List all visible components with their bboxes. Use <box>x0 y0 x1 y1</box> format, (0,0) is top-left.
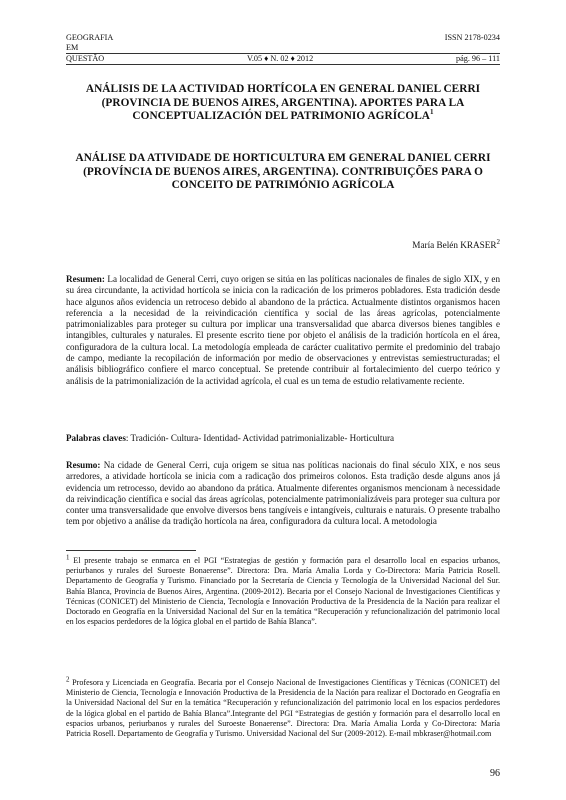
footnote-1-text: El presente trabajo se enmarca en el PGI “Estrategias de gestión y formación para el desarrollo local en espacios urbanos, periurbanos y rurales del Suroeste Bonaerense”. Directora: Dra. María Amalia Lorda y Co-Directora: María Patricia Rosell. Departamento de Geografía y Turismo. Financiado por la Secretaría de Ciencia y Tecnología de la Universidad Nacional del Sur. Bahía Blanca, Provincia de Buenos Aires, Argentina. (2009-2012). Becaria por el Consejo Nacional de Investigaciones Científicas y Técnicas (CONICET) del Ministerio de Ciencia, Tecnología e Innovación Productiva de la Presidencia de la Nación para realizar el Doctorado en Geografía en la Universidad Nacional del Sur en la temática “Recuperación y refuncionalización del patrimonio local en los espacios perdedores de la lógica global en el partido de Bahía Blanca”. <box>66 556 500 627</box>
journal-name-part3: QUESTÃO <box>66 54 105 63</box>
keywords <box>66 433 500 444</box>
abstract-portuguese-label: Resumo: <box>66 460 101 470</box>
footnote-2 <box>66 675 500 739</box>
title-spanish <box>66 83 500 124</box>
issn: ISSN 2178-0234 <box>444 33 500 42</box>
author <box>412 237 500 250</box>
journal-name-part2: EM <box>66 43 79 52</box>
keywords-text: : Tradición- Cultura- Identidad- Actividad patrimonializable- Horticultura <box>125 433 395 443</box>
footnote-1 <box>66 553 500 627</box>
abstract-spanish <box>66 274 500 387</box>
journal-name-part1: GEOGRAFIA <box>66 33 114 42</box>
footnote-2-text: Profesora y Licenciada en Geografía. Becaria por el Consejo Nacional de Investigaciones Científicas y Técnicas (CONICET) del Ministerio de Ciencia, Tecnología e Innovación Productiva de la Presidencia de la Nación para realizar el Doctorado en Geografía en la Universidad Nacional del Sur en la temática “Recuperación y refuncionalización del patrimonio local en los espacios perdedores de la lógica global en el partido de Bahía Blanca”.Integrante del PGI “Estrategias de gestión y formación para el desarrollo local en espacios urbanos, periurbanos y rurales del Suroeste Bonaerense”. Directora: Dra. María Amalia Lorda y Co-Directora: María Patricia Rosell. Departamento de Geografía y Turismo. Universidad Nacional del Sur (2009-2012). E-mail mbkraser@hotmail.com <box>66 678 500 739</box>
title-spanish-text: ANÁLISIS DE LA ACTIVIDAD HORTÍCOLA EN GENERAL DANIEL CERRI (PROVINCIA DE BUENOS AIRES, ARGENTINA). APORTES PARA LA CONCEPTUALIZACIÓN DEL PATRIMONIO AGRÍCOLA <box>85 83 481 122</box>
abstract-portuguese <box>66 460 500 528</box>
keywords-label: Palabras claves <box>66 433 126 443</box>
footnote-1-number: 1 <box>66 553 70 562</box>
footnote-ref-1[interactable]: 1 <box>430 108 434 117</box>
page-number: 96 <box>490 768 500 779</box>
journal-header-line3 <box>66 54 500 64</box>
volume-info: V.05 ♦ N. 02 ♦ 2012 <box>247 54 314 63</box>
footnote-2-number: 2 <box>66 675 70 684</box>
header-rule-bottom <box>66 64 500 65</box>
abstract-spanish-text: La localidad de General Cerri, cuyo origen se sitúa en las políticas nacionales de finales de siglo XIX, y en su área circundante, la actividad hortícola se inicia con la radicación de los primeros pobladores. Esta tradición desde hace algunos años evidencia un retroceso debido al abandono de la práctica. Actualmente distintos organismos hacen referencia a la necesidad de la reivindicación científica y social de las áreas agrícolas, potencialmente patrimonializables para proteger su cultura por implicar una transversalidad que abarca diversos bienes tangibles e intangibles, culturales y naturales. El presente escrito tiene por objeto el análisis de la tradición hortícola en el área, configuradora de la cultura local. La metodología empleada de carácter cualitativo permite el predominio del trabajo de campo, mediante la recopilación de información por medio de observaciones y entrevistas semiestructuradas; el análisis bibliográfico confiere el marco conceptual. Se pretende contribuir al fortalecimiento del cuerpo teórico y análisis de la patrimonialización de la actividad agrícola, el cual es un tema de estudio relativamente reciente. <box>66 274 500 386</box>
page-range: pág. 96 – 111 <box>456 54 500 63</box>
abstract-spanish-label: Resumen: <box>66 274 105 284</box>
footnote-separator <box>66 550 196 551</box>
journal-header-line1 <box>66 33 500 43</box>
author-name: María Belén KRASER <box>412 240 497 250</box>
footnote-ref-2[interactable]: 2 <box>496 237 500 246</box>
title-portuguese <box>66 152 500 193</box>
title-portuguese-text: ANÁLISE DA ATIVIDADE DE HORTICULTURA EM GENERAL DANIEL CERRI (PROVÍNCIA DE BUENOS AIRES, ARGENTINA). CONTRIBUIÇÕES PARA O CONCEITO DE PATRIMÓNIO AGRÍCOLA <box>75 152 491 191</box>
journal-header-line2 <box>66 43 500 53</box>
abstract-portuguese-text: Na cidade de General Cerri, cuja origem se situa nas políticas nacionais do final século XIX, e nos seus arredores, a atividade hortícola se inicia com a radicação dos primeiros colonos. Esta tradição desde alguns anos já evidencia um retrocesso, devido ao abandono da prática. Atualmente diferentes organismos mencionam à necessidade da reivindicação científica e social das áreas agrícolas, potencialmente patrimonializáveis para proteger sua cultura por conter uma transversalidade que envolve diversos bens tangíveis e intangíveis, culturais e naturais. O presente trabalho tem por objetivo a análise da tradição hortícola na área, configuradora da cultura local. A metodologia <box>66 460 500 527</box>
